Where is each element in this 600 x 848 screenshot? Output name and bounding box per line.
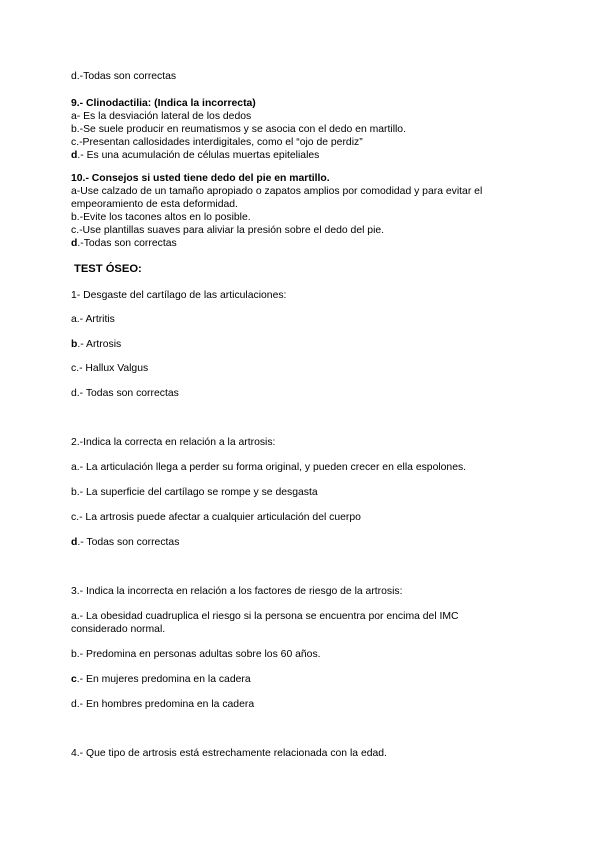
t3-question: 3.- Indica la incorrecta en relación a los factores de riesgo de la artrosis: xyxy=(71,586,403,597)
q10-option-b: b.-Evite los tacones altos en lo posible. xyxy=(71,212,251,223)
q9-option-d xyxy=(71,149,319,162)
t2-option-a: a.- La articulación llega a perder su forma original, y pueden crecer en ella espolones. xyxy=(71,462,467,473)
t3-option-d: d.- En hombres predomina en la cadera xyxy=(71,699,255,710)
q10-option-d-text: .-Todas son correctas xyxy=(77,238,177,249)
t2-option-d xyxy=(71,536,179,549)
t3-option-c xyxy=(71,673,251,686)
q8-option-d: d.-Todas son correctas xyxy=(71,71,177,82)
q10-option-a-line2: empeoramiento de esta deformidad. xyxy=(71,199,238,210)
q9-option-a: a- Es la desviación lateral de los dedos xyxy=(71,111,252,122)
q9-option-c: c.-Presentan callosidades interdigitales, como el “ojo de perdiz” xyxy=(71,137,363,148)
test-heading: TEST ÓSEO: xyxy=(74,263,142,275)
t2-option-b: b.- La superficie del cartílago se rompe y se desgasta xyxy=(71,487,318,498)
q9-option-b: b.-Se suele producir en reumatismos y se asocia con el dedo en martillo. xyxy=(71,124,406,135)
t3-option-a-line1: a.- La obesidad cuadruplica el riesgo si la persona se encuentra por encima del IMC xyxy=(71,611,459,622)
t1-option-a: a.- Artritis xyxy=(71,314,115,325)
t3-option-b: b.- Predomina en personas adultas sobre los 60 años. xyxy=(71,649,321,660)
q10-title: 10.- Consejos si usted tiene dedo del pie en martillo. xyxy=(71,173,330,184)
t1-option-b-letter: b xyxy=(71,339,78,350)
q9-option-d-text: .- Es una acumulación de células muertas epiteliales xyxy=(77,150,320,161)
q10-option-d-letter: d xyxy=(71,238,78,249)
q10-option-a-line1: a-Use calzado de un tamaño apropiado o zapatos amplios por comodidad y para evitar el xyxy=(71,186,483,197)
t1-option-b-text: .- Artrosis xyxy=(77,339,122,350)
t1-option-d: d.- Todas son correctas xyxy=(71,388,179,399)
t3-option-c-text: .- En mujeres predomina en la cadera xyxy=(76,674,251,685)
t2-option-d-text: .- Todas son correctas xyxy=(77,537,180,548)
t2-option-d-letter: d xyxy=(71,537,78,548)
t1-question: 1- Desgaste del cartílago de las articulaciones: xyxy=(71,290,287,301)
t1-option-c: c.- Hallux Valgus xyxy=(71,363,149,374)
q10-option-d xyxy=(71,237,177,250)
t2-question: 2.-Indica la correcta en relación a la artrosis: xyxy=(71,437,276,448)
q9-title: 9.- Clinodactilia: (Indica la incorrecta) xyxy=(71,98,256,109)
t2-option-c: c.- La artrosis puede afectar a cualquier articulación del cuerpo xyxy=(71,512,361,523)
t1-option-b xyxy=(71,338,121,351)
t4-question: 4.- Que tipo de artrosis está estrechamente relacionada con la edad. xyxy=(71,748,387,759)
q10-option-c: c.-Use plantillas suaves para aliviar la presión sobre el dedo del pie. xyxy=(71,225,385,236)
t3-option-a-line2: considerado normal. xyxy=(71,624,166,635)
t3-option-c-letter: c xyxy=(71,674,77,685)
q9-option-d-letter: d xyxy=(71,150,78,161)
